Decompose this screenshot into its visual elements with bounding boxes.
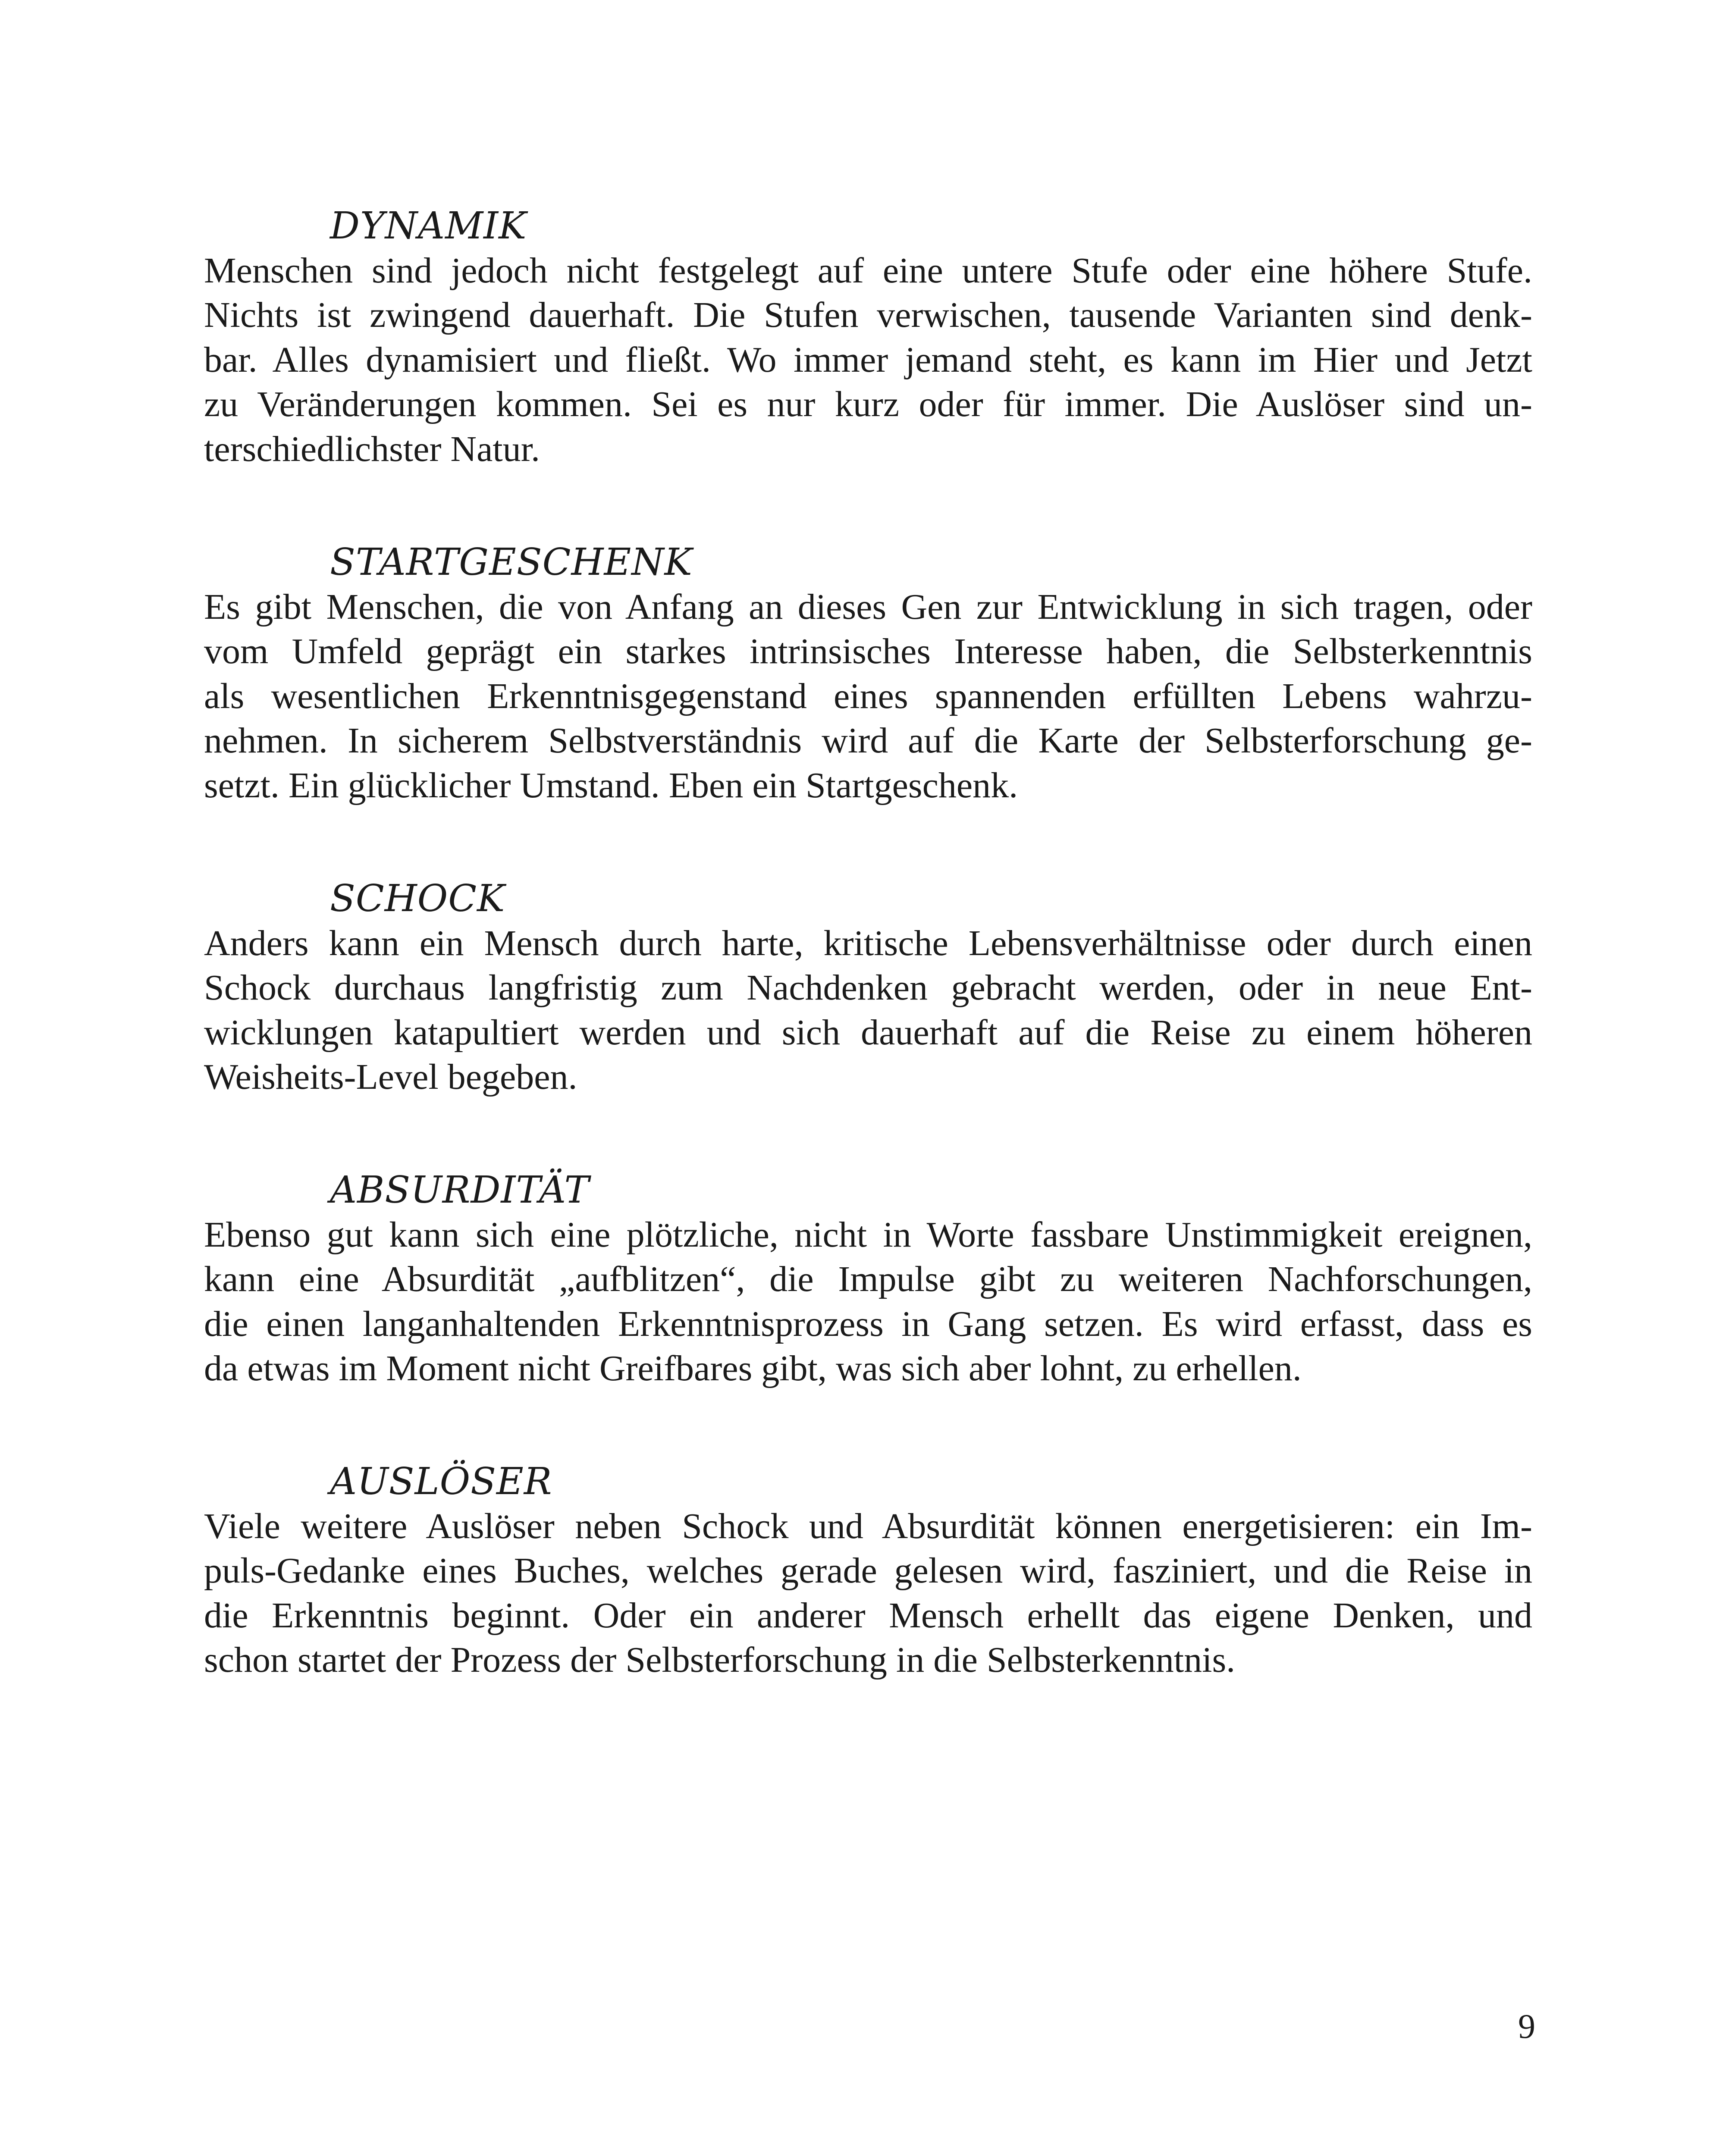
body-line: Ebenso gut kann sich eine plötzliche, nicht in Worte fassbare Unstimmigkeit ereignen, (204, 1215, 1532, 1255)
body-line: Weisheits-Level begeben. (204, 1057, 577, 1097)
page-number: 9 (1518, 2008, 1535, 2046)
body-line: bar. Alles dynamisiert und fließt. Wo immer jemand steht, es kann im Hier und Jetzt (204, 339, 1532, 380)
body-line: setzt. Ein glücklicher Umstand. Eben ein Startgeschenk. (204, 765, 1018, 805)
section-heading: ABSURDITÄT (330, 1169, 590, 1212)
body-line: als wesentlichen Erkenntnisgegenstand eines spannenden erfüllten Lebens wahrzu- (204, 676, 1532, 716)
section-heading: SCHOCK (330, 877, 505, 920)
body-line: puls-Gedanke eines Buches, welches gerade gelesen wird, fasziniert, und die Reise in (204, 1551, 1532, 1591)
body-line: wicklungen katapultiert werden und sich dauerhaft auf die Reise zu einem höheren (204, 1012, 1532, 1053)
body-line: die einen langanhaltenden Erkenntnisprozess in Gang setzen. Es wird erfasst, dass es (204, 1304, 1532, 1344)
body-line: da etwas im Moment nicht Greifbares gibt, was sich aber lohnt, zu erhellen. (204, 1348, 1302, 1389)
section-schock (204, 876, 1532, 1100)
section-heading: AUSLÖSER (330, 1460, 552, 1503)
body-line: terschiedlichster Natur. (204, 429, 540, 469)
body-line: Menschen sind jedoch nicht festgelegt auf eine untere Stufe oder eine höhere Stufe. (204, 251, 1532, 291)
section-heading: DYNAMIK (330, 204, 527, 248)
section-ausloeser (204, 1459, 1532, 1683)
section-startgeschenk (204, 540, 1532, 808)
body-line: schon startet der Prozess der Selbsterforschung in die Selbsterkenntnis. (204, 1640, 1236, 1680)
body-line: Es gibt Menschen, die von Anfang an dieses Gen zur Entwicklung in sich tragen, oder (204, 587, 1532, 627)
body-line: die Erkenntnis beginnt. Oder ein anderer Mensch erhellt das eigene Denken, und (204, 1595, 1532, 1636)
body-line: kann eine Absurdität „aufblitzen“, die Impulse gibt zu weiteren Nachforschungen, (204, 1259, 1532, 1300)
section-dynamik (204, 204, 1532, 471)
section-heading: STARTGESCHENK (330, 541, 693, 584)
section-absurditaet (204, 1168, 1532, 1391)
body-line: Schock durchaus langfristig zum Nachdenken gebracht werden, oder in neue Ent- (204, 968, 1532, 1008)
body-line: zu Veränderungen kommen. Sei es nur kurz oder für immer. Die Auslöser sind un- (204, 384, 1532, 425)
body-line: Nichts ist zwingend dauerhaft. Die Stufen verwischen, tausende Varianten sind denk- (204, 295, 1532, 335)
body-line: nehmen. In sicherem Selbstverständnis wird auf die Karte der Selbsterforschung ge- (204, 721, 1532, 761)
body-line: vom Umfeld geprägt ein starkes intrinsisches Interesse haben, die Selbsterkenntnis (204, 631, 1532, 672)
body-line: Viele weitere Auslöser neben Schock und Absurdität können energetisieren: ein Im- (204, 1506, 1532, 1546)
body-line: Anders kann ein Mensch durch harte, kritische Lebensverhältnisse oder durch einen (204, 923, 1532, 963)
